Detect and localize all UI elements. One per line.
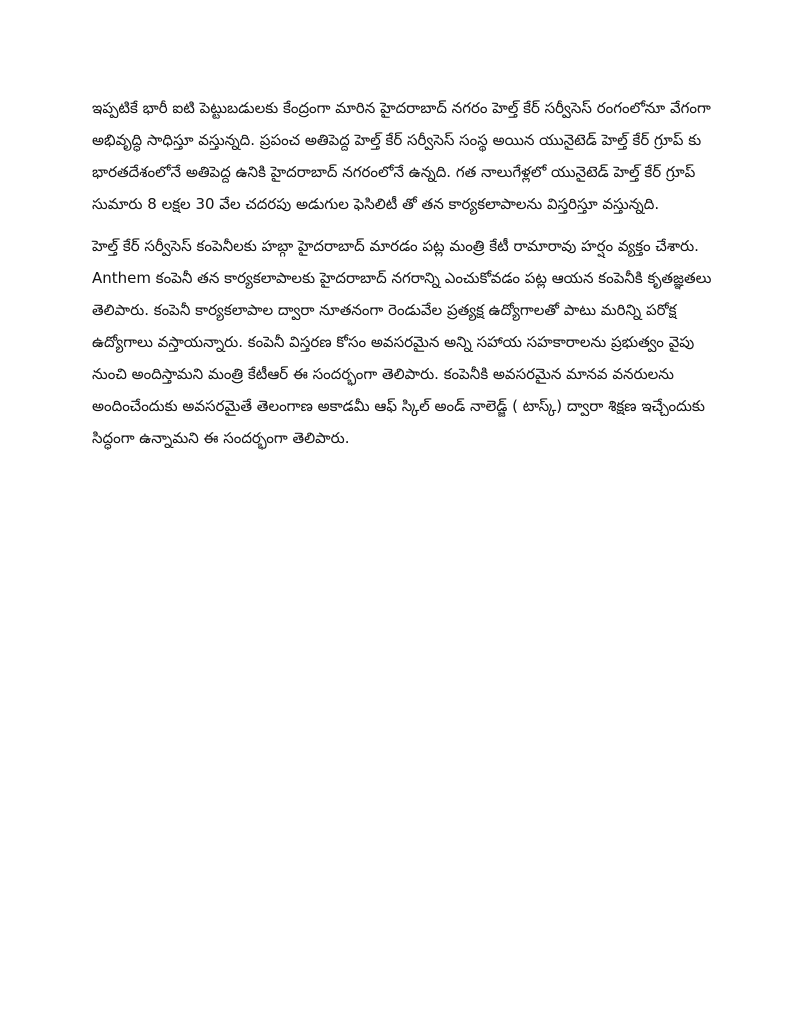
paragraph-1: ఇప్పటికే భారీ ఐటి పెట్టుబడులకు కేంద్రంగా మారిన హైదరాబాద్ నగరం హెల్త్ కేర్ సర్వీసెస్ రంగంలోనూ వేగంగా అభివృద్ధి సాధిస్తూ వస్తున్నది. ప్రపంచ అతిపెద్ద హెల్త్ కేర్ సర్వీసెస్ సంస్థ అయిన యునైటెడ్ హెల్త్ కేర్ గ్రూప్ కు భారతదేశంలోనే అతిపెద్ద ఉనికి హైదరాబాద్ నగరంలోనే ఉన్నది. గత నాలుగేళ్లలో యునైటెడ్ హెల్త్ కేర్ గ్రూప్ సుమారు 8 లక్షల 30 వేల చదరపు అడుగుల ఫెసిలిటీ తో తన కార్యకలాపాలను విస్తరిస్తూ వస్తున్నది. [92,99,711,213]
document-body [92,92,712,454]
paragraph-2: హెల్త్ కేర్ సర్వీసెస్ కంపెనీలకు హబ్గా హైదరాబాద్ మారడం పట్ల మంత్రి కేటీ రామారావు హర్షం వ్యక్తం చేశారు. Anthem కంపెనీ తన కార్యకలాపాలకు హైదరాబాద్ నగరాన్ని ఎంచుకోవడం పట్ల ఆయన కంపెనీకి కృతజ్ఞతలు తెలిపారు. కంపెనీ కార్యకలాపాల ద్వారా నూతనంగా రెండువేల ప్రత్యక్ష ఉద్యోగాలతో పాటు మరిన్ని పరోక్ష ఉద్యోగాలు వస్తాయన్నారు. కంపెనీ విస్తరణ కోసం అవసరమైన అన్ని సహాయ సహకారాలను ప్రభుత్వం వైపు నుంచి అందిస్తామని మంత్రి కేటీఆర్ ఈ సందర్భంగా తెలిపారు. కంపెనీకి అవసరమైన మానవ వనరులను అందించేందుకు అవసరమైతే తెలంగాణ అకాడమీ ఆఫ్ స్కిల్ అండ్ నాలెడ్జ్ ( టాస్క్) ద్వారా శిక్షణ ఇచ్చేందుకు సిద్ధంగా ఉన్నామని ఈ సందర్భంగా తెలిపారు. [92,237,712,447]
